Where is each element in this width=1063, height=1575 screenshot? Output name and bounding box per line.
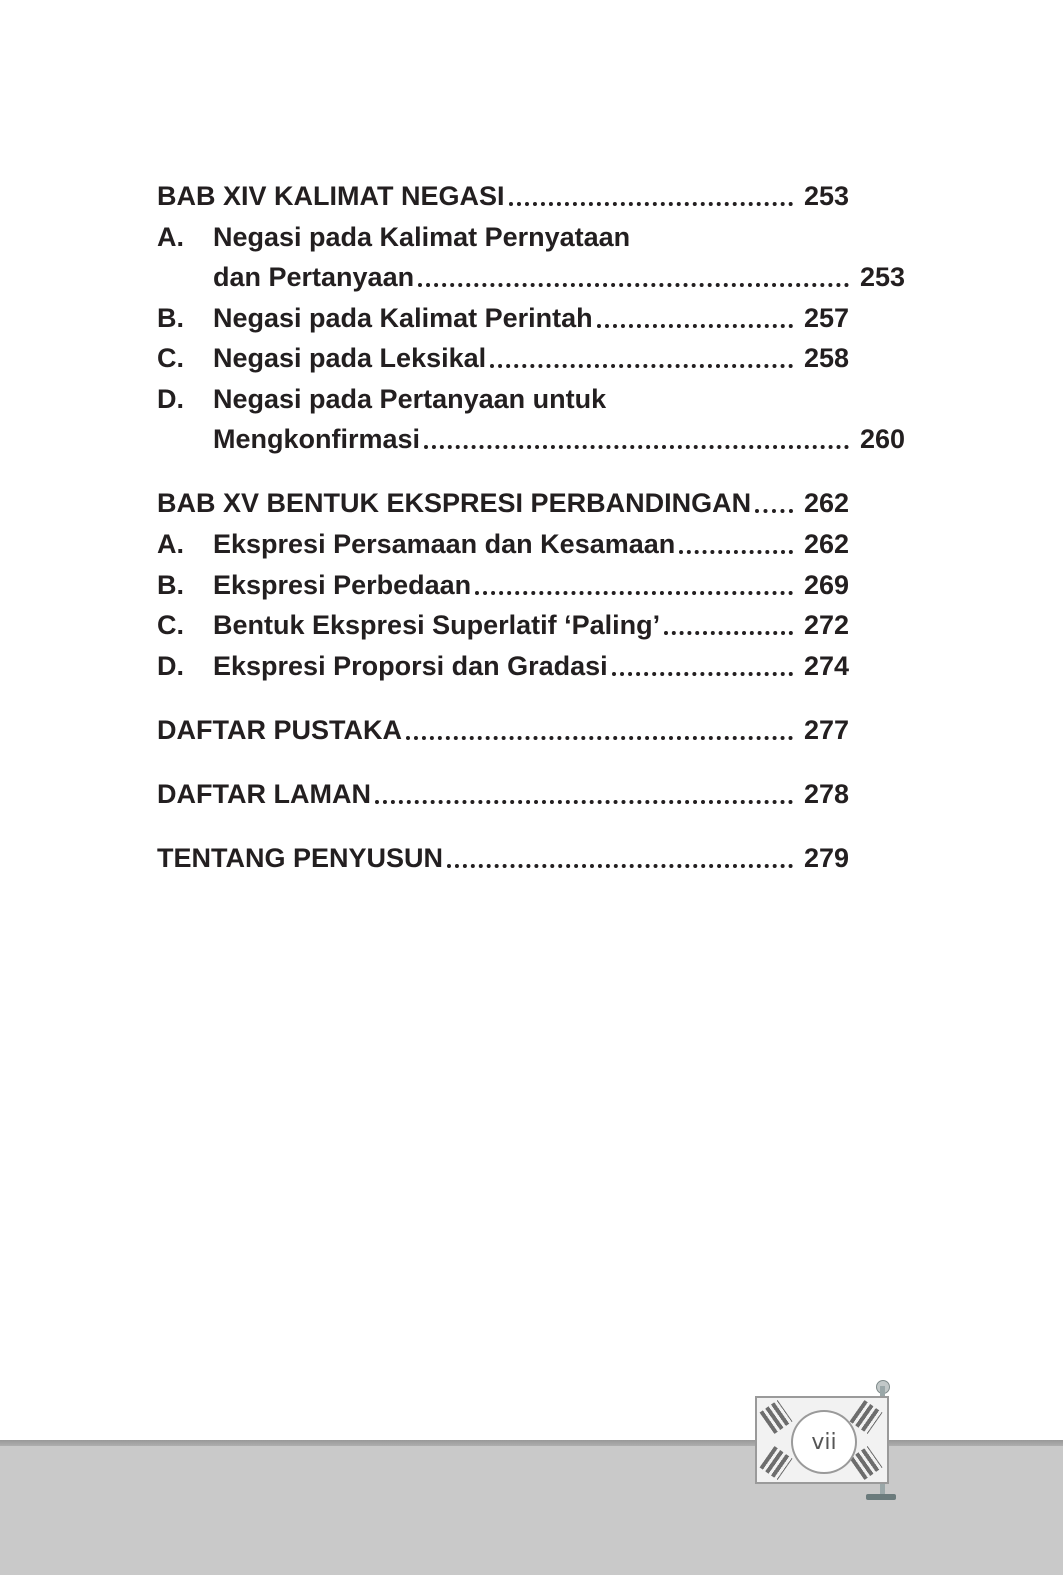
toc-item-15a	[157, 522, 849, 562]
toc-page: 278	[803, 779, 849, 809]
toc-page: 257	[803, 303, 849, 333]
toc-item-14b	[157, 296, 849, 336]
toc-item-14a-cont	[157, 255, 905, 295]
dot-leader	[424, 445, 849, 449]
toc-title: Negasi pada Kalimat Pernyataan	[213, 222, 631, 252]
toc-title: TENTANG PENYUSUN	[157, 843, 444, 873]
toc-page: 262	[803, 529, 849, 559]
toc-title: Negasi pada Kalimat Perintah	[213, 303, 593, 333]
dot-leader	[475, 591, 793, 595]
toc-page: 279	[803, 843, 849, 873]
toc-letter: D.	[157, 384, 184, 414]
korean-flag-icon	[755, 1396, 889, 1484]
toc-item-14c	[157, 336, 849, 376]
toc-page: 253	[859, 262, 905, 292]
dot-leader	[597, 324, 793, 328]
dot-leader	[612, 672, 793, 676]
toc-item-14d-cont	[157, 417, 905, 457]
toc-title: Negasi pada Leksikal	[213, 343, 487, 373]
toc-title: BAB XIV KALIMAT NEGASI	[157, 181, 505, 211]
flagpole-base-icon	[866, 1494, 896, 1500]
dot-leader	[406, 736, 793, 740]
toc-chapter-14	[157, 174, 849, 214]
toc-title: Ekspresi Perbedaan	[213, 570, 472, 600]
toc-page: 277	[803, 715, 849, 745]
toc-letter: C.	[157, 343, 184, 373]
toc-chapter-15	[157, 481, 849, 521]
dot-leader	[418, 283, 849, 287]
toc-title: BAB XV BENTUK EKSPRESI PERBANDINGAN	[157, 488, 752, 518]
toc-letter: B.	[157, 570, 184, 600]
dot-leader	[509, 202, 793, 206]
page-number: vii	[791, 1410, 857, 1474]
toc-about-authors	[157, 836, 849, 876]
toc-title: DAFTAR PUSTAKA	[157, 715, 402, 745]
toc-letter: A.	[157, 222, 184, 252]
toc-title: Negasi pada Pertanyaan untuk	[213, 384, 607, 414]
toc-letter: B.	[157, 303, 184, 333]
toc-page: 262	[803, 488, 849, 518]
dot-leader	[755, 509, 793, 513]
dot-leader	[490, 364, 793, 368]
toc-bibliography	[157, 708, 849, 748]
toc-item-15c	[157, 603, 849, 643]
toc-item-14d	[157, 377, 849, 417]
toc-title: DAFTAR LAMAN	[157, 779, 371, 809]
toc-title: Mengkonfirmasi	[213, 424, 421, 454]
toc-web-list	[157, 772, 849, 812]
toc-letter: A.	[157, 529, 184, 559]
trigram-icon	[760, 1446, 793, 1480]
toc-page: 260	[859, 424, 905, 454]
toc-page: 269	[803, 570, 849, 600]
trigram-icon	[760, 1400, 793, 1434]
toc-letter: D.	[157, 651, 184, 681]
dot-leader	[447, 864, 793, 868]
dot-leader	[664, 631, 793, 635]
toc-letter: C.	[157, 610, 184, 640]
toc-page: 272	[803, 610, 849, 640]
toc-item-14a	[157, 215, 849, 255]
toc-title: Ekspresi Proporsi dan Gradasi	[213, 651, 608, 681]
toc-page: 274	[803, 651, 849, 681]
toc-item-15d	[157, 644, 849, 684]
toc-title: Ekspresi Persamaan dan Kesamaan	[213, 529, 676, 559]
dot-leader	[679, 550, 793, 554]
footer-band	[0, 1446, 1063, 1575]
toc-page: 253	[803, 181, 849, 211]
toc-title: Bentuk Ekspresi Superlatif ‘Paling’	[213, 610, 661, 640]
dot-leader	[375, 800, 793, 804]
toc-page: 258	[803, 343, 849, 373]
toc-item-15b	[157, 563, 849, 603]
toc-title: dan Pertanyaan	[213, 262, 415, 292]
